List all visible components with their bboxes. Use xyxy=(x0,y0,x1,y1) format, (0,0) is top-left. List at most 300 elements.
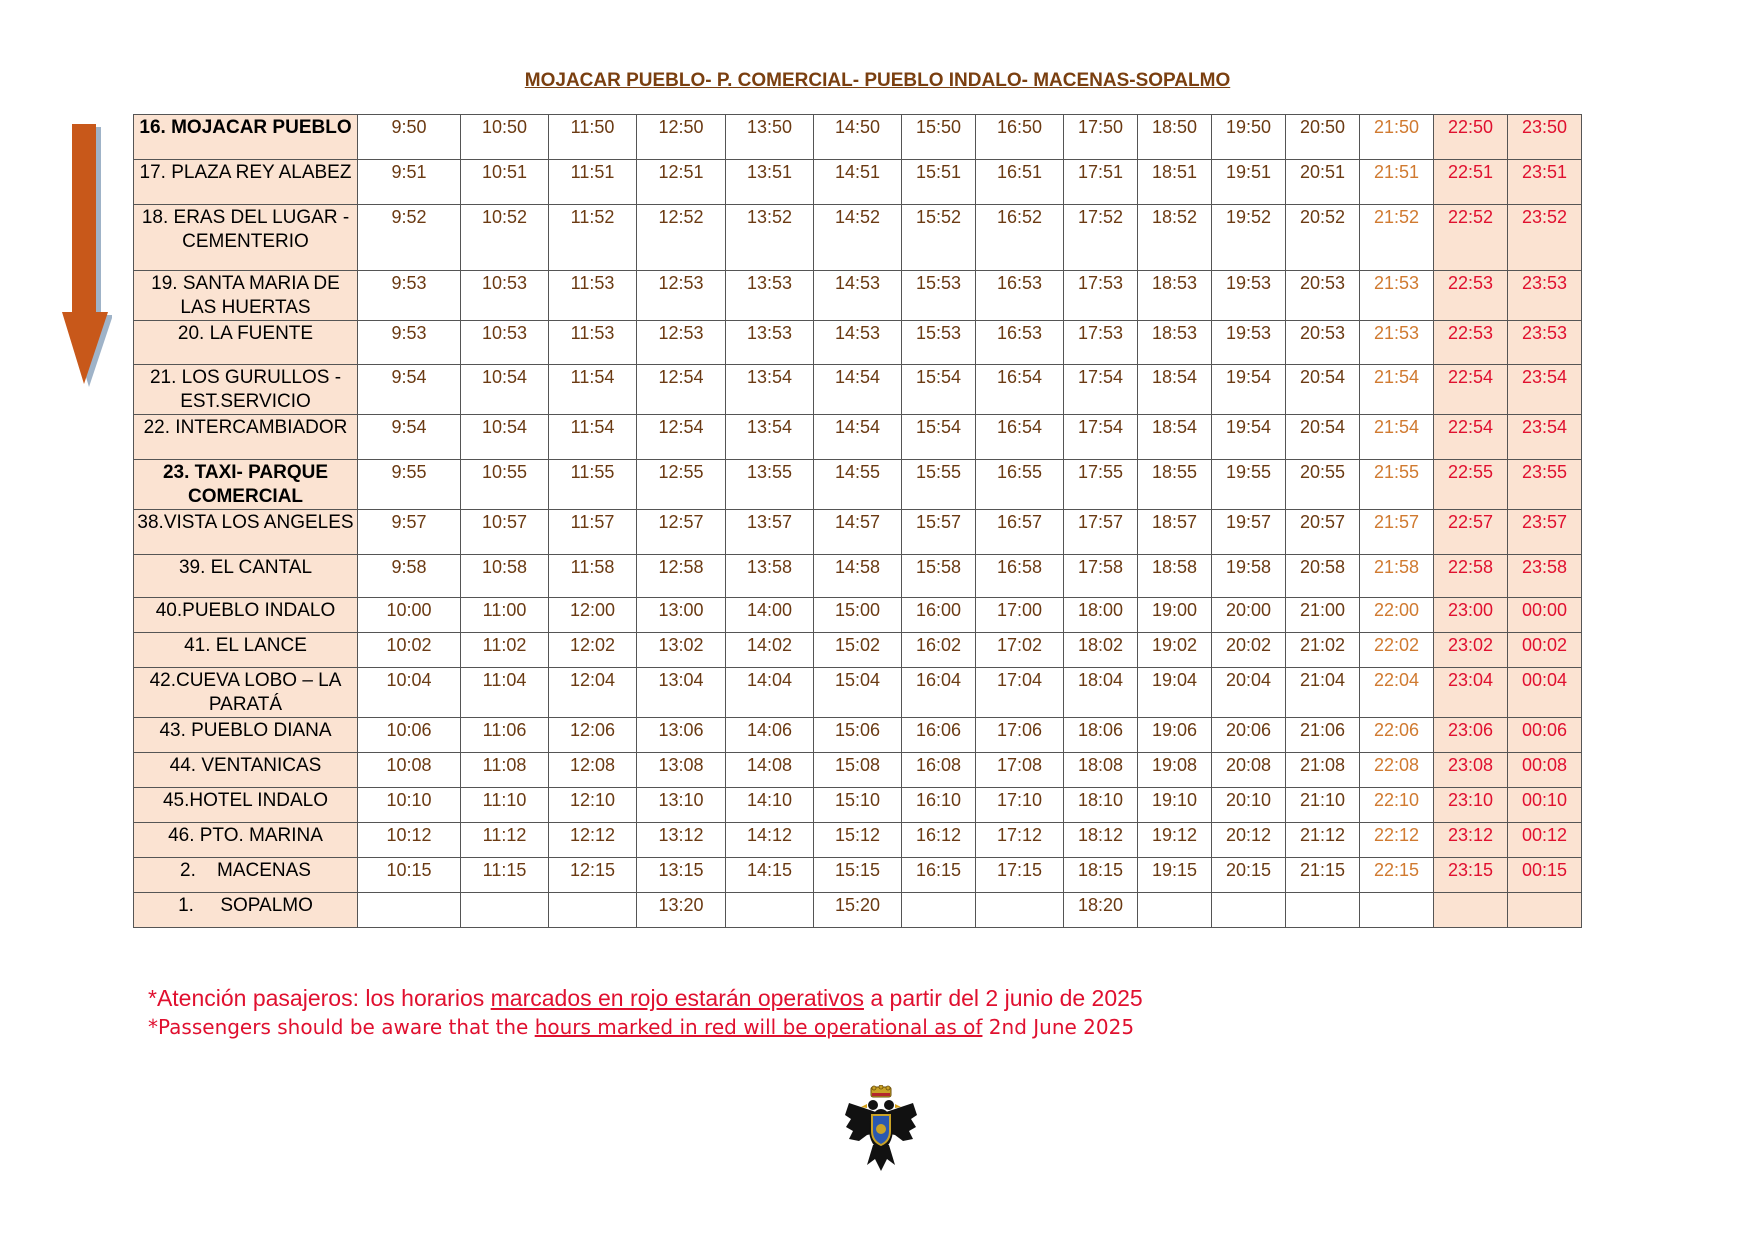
stop-name: 43. PUEBLO DIANA xyxy=(134,718,358,753)
time-cell: 20:51 xyxy=(1286,160,1360,205)
time-cell: 21:06 xyxy=(1286,718,1360,753)
time-cell: 15:52 xyxy=(902,205,976,271)
time-cell: 9:58 xyxy=(358,555,461,598)
time-cell: 20:52 xyxy=(1286,205,1360,271)
stop-name: 44. VENTANICAS xyxy=(134,753,358,788)
time-cell: 15:54 xyxy=(902,365,976,415)
time-cell: 11:51 xyxy=(549,160,637,205)
time-cell: 14:55 xyxy=(814,460,902,510)
time-cell: 16:10 xyxy=(902,788,976,823)
time-cell: 12:53 xyxy=(637,271,726,321)
time-cell: 22:52 xyxy=(1434,205,1508,271)
time-cell: 22:10 xyxy=(1360,788,1434,823)
table-row xyxy=(134,788,1582,823)
time-cell: 19:54 xyxy=(1212,365,1286,415)
time-cell: 14:12 xyxy=(726,823,814,858)
time-cell: 16:00 xyxy=(902,598,976,633)
time-cell: 21:50 xyxy=(1360,115,1434,160)
time-cell: 17:10 xyxy=(976,788,1064,823)
time-cell: 20:58 xyxy=(1286,555,1360,598)
time-cell: 14:04 xyxy=(726,668,814,718)
stop-name: 39. EL CANTAL xyxy=(134,555,358,598)
time-cell: 20:53 xyxy=(1286,321,1360,365)
time-cell: 17:51 xyxy=(1064,160,1138,205)
time-cell: 14:57 xyxy=(814,510,902,555)
time-cell: 16:04 xyxy=(902,668,976,718)
time-cell: 18:54 xyxy=(1138,415,1212,460)
time-cell: 10:53 xyxy=(461,321,549,365)
time-cell: 10:50 xyxy=(461,115,549,160)
notice-english-underlined: hours marked in red will be operational as of xyxy=(534,1015,983,1039)
time-cell: 22:53 xyxy=(1434,321,1508,365)
time-cell: 23:04 xyxy=(1434,668,1508,718)
table-row xyxy=(134,598,1582,633)
time-cell: 21:53 xyxy=(1360,271,1434,321)
time-cell: 23:02 xyxy=(1434,633,1508,668)
table-row xyxy=(134,555,1582,598)
time-cell: 21:00 xyxy=(1286,598,1360,633)
time-cell: 23:55 xyxy=(1508,460,1582,510)
time-cell: 17:15 xyxy=(976,858,1064,893)
time-cell: 10:12 xyxy=(358,823,461,858)
stop-name: 40.PUEBLO INDALO xyxy=(134,598,358,633)
time-cell: 13:04 xyxy=(637,668,726,718)
time-cell: 21:04 xyxy=(1286,668,1360,718)
time-cell xyxy=(1286,893,1360,928)
time-cell: 13:52 xyxy=(726,205,814,271)
time-cell: 20:57 xyxy=(1286,510,1360,555)
time-cell: 21:58 xyxy=(1360,555,1434,598)
time-cell: 20:50 xyxy=(1286,115,1360,160)
time-cell: 14:53 xyxy=(814,271,902,321)
time-cell: 23:00 xyxy=(1434,598,1508,633)
time-cell: 20:08 xyxy=(1212,753,1286,788)
time-cell: 14:15 xyxy=(726,858,814,893)
time-cell: 10:10 xyxy=(358,788,461,823)
time-cell: 17:08 xyxy=(976,753,1064,788)
stop-name: 22. INTERCAMBIADOR xyxy=(134,415,358,460)
time-cell: 11:15 xyxy=(461,858,549,893)
table-row xyxy=(134,823,1582,858)
time-cell: 22:55 xyxy=(1434,460,1508,510)
time-cell: 21:51 xyxy=(1360,160,1434,205)
time-cell: 12:04 xyxy=(549,668,637,718)
time-cell: 12:51 xyxy=(637,160,726,205)
time-cell: 10:52 xyxy=(461,205,549,271)
time-cell: 23:52 xyxy=(1508,205,1582,271)
time-cell: 11:52 xyxy=(549,205,637,271)
table-row xyxy=(134,271,1582,321)
time-cell xyxy=(726,893,814,928)
time-cell: 21:08 xyxy=(1286,753,1360,788)
time-cell: 13:55 xyxy=(726,460,814,510)
table-row xyxy=(134,160,1582,205)
stop-name: 23. TAXI- PARQUE COMERCIAL xyxy=(134,460,358,510)
time-cell: 13:00 xyxy=(637,598,726,633)
time-cell: 17:58 xyxy=(1064,555,1138,598)
time-cell: 13:54 xyxy=(726,365,814,415)
time-cell: 15:02 xyxy=(814,633,902,668)
time-cell: 13:50 xyxy=(726,115,814,160)
time-cell: 10:04 xyxy=(358,668,461,718)
time-cell: 18:12 xyxy=(1064,823,1138,858)
time-cell: 12:57 xyxy=(637,510,726,555)
time-cell: 16:06 xyxy=(902,718,976,753)
time-cell: 13:06 xyxy=(637,718,726,753)
time-cell: 11:04 xyxy=(461,668,549,718)
time-cell: 11:50 xyxy=(549,115,637,160)
time-cell: 18:02 xyxy=(1064,633,1138,668)
time-cell: 19:10 xyxy=(1138,788,1212,823)
time-cell xyxy=(1212,893,1286,928)
time-cell xyxy=(549,893,637,928)
time-cell: 9:52 xyxy=(358,205,461,271)
time-cell: 15:50 xyxy=(902,115,976,160)
time-cell: 20:54 xyxy=(1286,415,1360,460)
time-cell: 23:53 xyxy=(1508,271,1582,321)
time-cell: 18:15 xyxy=(1064,858,1138,893)
time-cell: 16:50 xyxy=(976,115,1064,160)
time-cell: 14:54 xyxy=(814,415,902,460)
time-cell: 18:55 xyxy=(1138,460,1212,510)
time-cell: 22:58 xyxy=(1434,555,1508,598)
time-cell: 18:00 xyxy=(1064,598,1138,633)
time-cell: 22:02 xyxy=(1360,633,1434,668)
time-cell: 9:54 xyxy=(358,365,461,415)
time-cell: 11:10 xyxy=(461,788,549,823)
stop-name: 19. SANTA MARIA DE LAS HUERTAS xyxy=(134,271,358,321)
stop-name: 21. LOS GURULLOS - EST.SERVICIO xyxy=(134,365,358,415)
time-cell: 19:57 xyxy=(1212,510,1286,555)
time-cell: 20:06 xyxy=(1212,718,1286,753)
time-cell: 00:08 xyxy=(1508,753,1582,788)
time-cell: 13:53 xyxy=(726,271,814,321)
time-cell: 15:04 xyxy=(814,668,902,718)
time-cell: 15:53 xyxy=(902,321,976,365)
stop-name: 17. PLAZA REY ALABEZ xyxy=(134,160,358,205)
time-cell: 18:53 xyxy=(1138,321,1212,365)
time-cell: 22:53 xyxy=(1434,271,1508,321)
table-row xyxy=(134,115,1582,160)
time-cell: 12:55 xyxy=(637,460,726,510)
time-cell: 14:10 xyxy=(726,788,814,823)
time-cell: 12:54 xyxy=(637,365,726,415)
time-cell: 13:53 xyxy=(726,321,814,365)
time-cell: 16:15 xyxy=(902,858,976,893)
time-cell: 23:53 xyxy=(1508,321,1582,365)
time-cell: 15:51 xyxy=(902,160,976,205)
time-cell: 10:55 xyxy=(461,460,549,510)
notice-english-after: 2nd June 2025 xyxy=(982,1015,1135,1039)
time-cell: 18:08 xyxy=(1064,753,1138,788)
time-cell: 12:54 xyxy=(637,415,726,460)
time-cell: 15:15 xyxy=(814,858,902,893)
time-cell: 11:55 xyxy=(549,460,637,510)
time-cell: 16:53 xyxy=(976,321,1064,365)
table-row xyxy=(134,415,1582,460)
time-cell: 10:08 xyxy=(358,753,461,788)
page-title: MOJACAR PUEBLO- P. COMERCIAL- PUEBLO INDALO- MACENAS-SOPALMO xyxy=(524,70,1231,91)
stop-name: 41. EL LANCE xyxy=(134,633,358,668)
time-cell: 11:08 xyxy=(461,753,549,788)
time-cell: 18:58 xyxy=(1138,555,1212,598)
table-row xyxy=(134,510,1582,555)
time-cell: 15:55 xyxy=(902,460,976,510)
time-cell: 14:51 xyxy=(814,160,902,205)
time-cell: 22:54 xyxy=(1434,365,1508,415)
time-cell: 12:02 xyxy=(549,633,637,668)
time-cell: 9:55 xyxy=(358,460,461,510)
time-cell: 15:08 xyxy=(814,753,902,788)
time-cell: 16:54 xyxy=(976,365,1064,415)
time-cell xyxy=(461,893,549,928)
stop-name: 16. MOJACAR PUEBLO xyxy=(134,115,358,160)
time-cell: 14:54 xyxy=(814,365,902,415)
time-cell: 17:50 xyxy=(1064,115,1138,160)
timetable xyxy=(133,114,1582,928)
time-cell: 23:50 xyxy=(1508,115,1582,160)
time-cell: 10:00 xyxy=(358,598,461,633)
time-cell: 16:51 xyxy=(976,160,1064,205)
time-cell: 20:02 xyxy=(1212,633,1286,668)
time-cell: 16:57 xyxy=(976,510,1064,555)
time-cell: 20:04 xyxy=(1212,668,1286,718)
stop-name: 1. SOPALMO xyxy=(134,893,358,928)
time-cell: 19:50 xyxy=(1212,115,1286,160)
time-cell: 17:06 xyxy=(976,718,1064,753)
notice-spanish xyxy=(148,985,1143,1012)
time-cell: 9:53 xyxy=(358,271,461,321)
time-cell: 14:02 xyxy=(726,633,814,668)
time-cell: 11:57 xyxy=(549,510,637,555)
time-cell: 22:08 xyxy=(1360,753,1434,788)
time-cell: 18:10 xyxy=(1064,788,1138,823)
time-cell: 13:20 xyxy=(637,893,726,928)
time-cell: 15:06 xyxy=(814,718,902,753)
time-cell xyxy=(1508,893,1582,928)
notice-spanish-before: *Atención pasajeros: los horarios xyxy=(148,985,491,1011)
time-cell: 11:58 xyxy=(549,555,637,598)
time-cell: 19:12 xyxy=(1138,823,1212,858)
time-cell: 23:06 xyxy=(1434,718,1508,753)
time-cell: 14:50 xyxy=(814,115,902,160)
time-cell: 17:53 xyxy=(1064,321,1138,365)
time-cell: 9:54 xyxy=(358,415,461,460)
time-cell: 12:00 xyxy=(549,598,637,633)
time-cell: 15:57 xyxy=(902,510,976,555)
time-cell: 13:10 xyxy=(637,788,726,823)
stop-name: 2. MACENAS xyxy=(134,858,358,893)
time-cell: 10:53 xyxy=(461,271,549,321)
time-cell: 19:08 xyxy=(1138,753,1212,788)
time-cell: 18:50 xyxy=(1138,115,1212,160)
time-cell: 23:10 xyxy=(1434,788,1508,823)
time-cell: 17:54 xyxy=(1064,415,1138,460)
time-cell: 00:04 xyxy=(1508,668,1582,718)
time-cell: 9:53 xyxy=(358,321,461,365)
time-cell: 18:06 xyxy=(1064,718,1138,753)
table-row xyxy=(134,753,1582,788)
time-cell: 12:50 xyxy=(637,115,726,160)
time-cell: 11:53 xyxy=(549,321,637,365)
stop-name: 20. LA FUENTE xyxy=(134,321,358,365)
time-cell: 15:54 xyxy=(902,415,976,460)
time-cell: 13:51 xyxy=(726,160,814,205)
time-cell: 12:08 xyxy=(549,753,637,788)
time-cell: 19:55 xyxy=(1212,460,1286,510)
time-cell: 17:55 xyxy=(1064,460,1138,510)
table-row xyxy=(134,365,1582,415)
time-cell: 11:02 xyxy=(461,633,549,668)
table-row xyxy=(134,858,1582,893)
time-cell xyxy=(1434,893,1508,928)
time-cell: 19:06 xyxy=(1138,718,1212,753)
time-cell: 20:15 xyxy=(1212,858,1286,893)
time-cell: 00:15 xyxy=(1508,858,1582,893)
time-cell: 20:54 xyxy=(1286,365,1360,415)
time-cell: 15:12 xyxy=(814,823,902,858)
time-cell xyxy=(1138,893,1212,928)
table-row xyxy=(134,205,1582,271)
time-cell: 22:54 xyxy=(1434,415,1508,460)
time-cell: 21:52 xyxy=(1360,205,1434,271)
time-cell: 21:53 xyxy=(1360,321,1434,365)
time-cell: 10:54 xyxy=(461,415,549,460)
time-cell: 10:15 xyxy=(358,858,461,893)
time-cell: 13:57 xyxy=(726,510,814,555)
time-cell: 10:06 xyxy=(358,718,461,753)
time-cell: 21:55 xyxy=(1360,460,1434,510)
time-cell: 12:52 xyxy=(637,205,726,271)
time-cell: 22:04 xyxy=(1360,668,1434,718)
time-cell: 23:12 xyxy=(1434,823,1508,858)
time-cell: 16:53 xyxy=(976,271,1064,321)
time-cell: 22:12 xyxy=(1360,823,1434,858)
time-cell: 16:52 xyxy=(976,205,1064,271)
down-arrow-icon xyxy=(62,122,112,392)
time-cell: 10:51 xyxy=(461,160,549,205)
time-cell: 13:58 xyxy=(726,555,814,598)
time-cell: 16:02 xyxy=(902,633,976,668)
time-cell: 23:58 xyxy=(1508,555,1582,598)
table-row xyxy=(134,718,1582,753)
time-cell: 9:50 xyxy=(358,115,461,160)
time-cell: 16:55 xyxy=(976,460,1064,510)
time-cell: 17:12 xyxy=(976,823,1064,858)
stop-name: 45.HOTEL INDALO xyxy=(134,788,358,823)
time-cell: 00:10 xyxy=(1508,788,1582,823)
time-cell: 21:57 xyxy=(1360,510,1434,555)
time-cell: 23:57 xyxy=(1508,510,1582,555)
time-cell: 00:00 xyxy=(1508,598,1582,633)
time-cell: 11:54 xyxy=(549,415,637,460)
time-cell: 16:58 xyxy=(976,555,1064,598)
time-cell: 14:58 xyxy=(814,555,902,598)
table-row xyxy=(134,633,1582,668)
time-cell: 20:55 xyxy=(1286,460,1360,510)
time-cell: 22:50 xyxy=(1434,115,1508,160)
time-cell: 13:15 xyxy=(637,858,726,893)
time-cell: 11:06 xyxy=(461,718,549,753)
stop-name: 38.VISTA LOS ANGELES xyxy=(134,510,358,555)
time-cell xyxy=(976,893,1064,928)
time-cell: 17:04 xyxy=(976,668,1064,718)
time-cell: 22:15 xyxy=(1360,858,1434,893)
time-cell: 12:10 xyxy=(549,788,637,823)
time-cell: 16:08 xyxy=(902,753,976,788)
time-cell xyxy=(1360,893,1434,928)
time-cell: 19:02 xyxy=(1138,633,1212,668)
time-cell: 22:51 xyxy=(1434,160,1508,205)
table-row xyxy=(134,668,1582,718)
time-cell: 23:54 xyxy=(1508,415,1582,460)
table-row xyxy=(134,460,1582,510)
time-cell: 14:52 xyxy=(814,205,902,271)
time-cell: 20:53 xyxy=(1286,271,1360,321)
time-cell: 20:12 xyxy=(1212,823,1286,858)
time-cell: 18:52 xyxy=(1138,205,1212,271)
time-cell: 14:00 xyxy=(726,598,814,633)
time-cell: 21:10 xyxy=(1286,788,1360,823)
notice-english xyxy=(148,1015,1134,1039)
time-cell: 17:53 xyxy=(1064,271,1138,321)
time-cell: 19:04 xyxy=(1138,668,1212,718)
time-cell: 14:53 xyxy=(814,321,902,365)
time-cell: 19:52 xyxy=(1212,205,1286,271)
time-cell: 21:15 xyxy=(1286,858,1360,893)
time-cell xyxy=(902,893,976,928)
time-cell: 23:08 xyxy=(1434,753,1508,788)
time-cell: 18:54 xyxy=(1138,365,1212,415)
time-cell xyxy=(358,893,461,928)
time-cell: 15:00 xyxy=(814,598,902,633)
time-cell: 21:02 xyxy=(1286,633,1360,668)
time-cell: 18:51 xyxy=(1138,160,1212,205)
time-cell: 00:06 xyxy=(1508,718,1582,753)
time-cell: 21:12 xyxy=(1286,823,1360,858)
notice-english-before: *Passengers should be aware that the xyxy=(148,1015,535,1039)
time-cell: 15:53 xyxy=(902,271,976,321)
time-cell: 23:54 xyxy=(1508,365,1582,415)
time-cell: 19:00 xyxy=(1138,598,1212,633)
notice-spanish-after: a partir del 2 junio de 2025 xyxy=(863,985,1143,1011)
time-cell: 10:54 xyxy=(461,365,549,415)
time-cell: 18:57 xyxy=(1138,510,1212,555)
time-cell: 11:54 xyxy=(549,365,637,415)
time-cell: 9:51 xyxy=(358,160,461,205)
time-cell: 21:54 xyxy=(1360,415,1434,460)
stop-name: 42.CUEVA LOBO – LA PARATÁ xyxy=(134,668,358,718)
time-cell: 19:54 xyxy=(1212,415,1286,460)
time-cell: 10:58 xyxy=(461,555,549,598)
time-cell: 00:12 xyxy=(1508,823,1582,858)
time-cell: 19:15 xyxy=(1138,858,1212,893)
time-cell: 16:54 xyxy=(976,415,1064,460)
time-cell: 19:53 xyxy=(1212,271,1286,321)
time-cell: 18:20 xyxy=(1064,893,1138,928)
time-cell: 10:57 xyxy=(461,510,549,555)
time-cell: 22:00 xyxy=(1360,598,1434,633)
time-cell: 15:58 xyxy=(902,555,976,598)
stop-name: 18. ERAS DEL LUGAR - CEMENTERIO xyxy=(134,205,358,271)
time-cell: 17:54 xyxy=(1064,365,1138,415)
time-cell: 12:58 xyxy=(637,555,726,598)
time-cell: 19:53 xyxy=(1212,321,1286,365)
time-cell: 17:00 xyxy=(976,598,1064,633)
time-cell: 18:04 xyxy=(1064,668,1138,718)
time-cell: 11:53 xyxy=(549,271,637,321)
table-row xyxy=(134,321,1582,365)
